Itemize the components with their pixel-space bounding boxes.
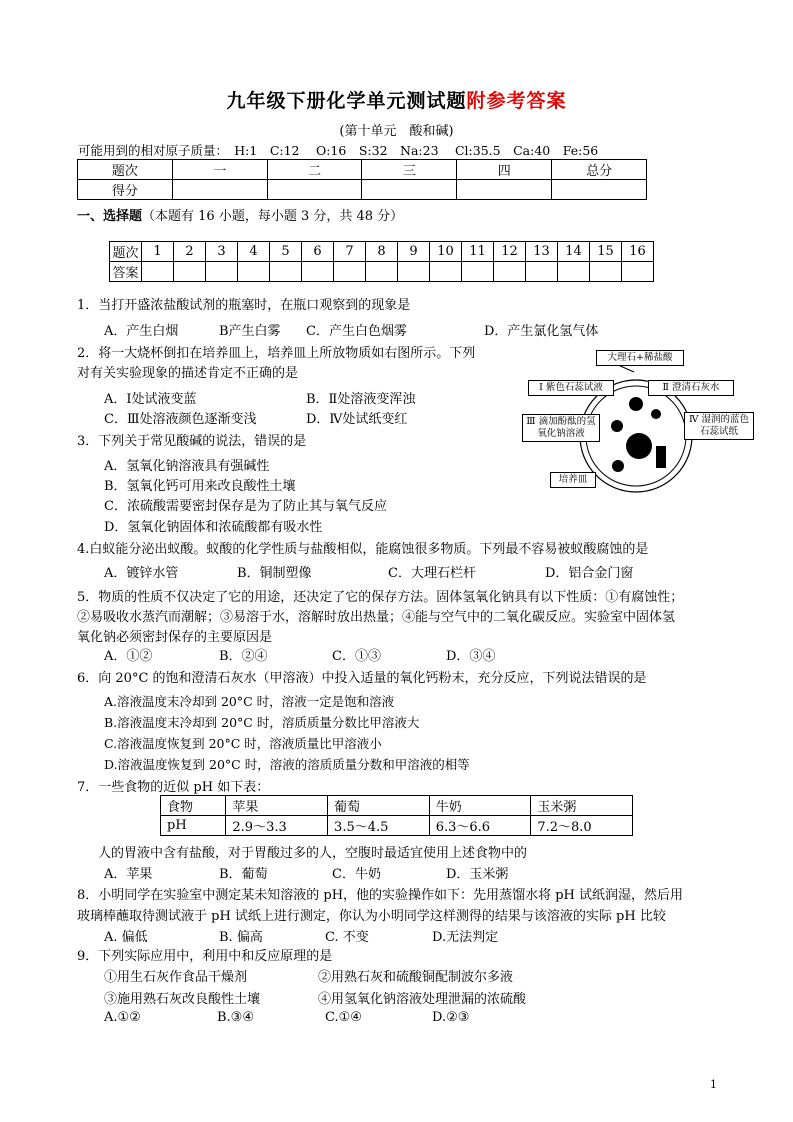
sample-extra xyxy=(612,460,624,472)
q1-option-d: D．产生氯化氢气体 xyxy=(484,324,599,339)
ph-cell: 2.9～3.3 xyxy=(226,816,328,836)
answer-number-cell: 15 xyxy=(590,242,622,262)
atomic-masses: 可能用到的相对原子质量： H:1 C:12 O:16 S:32 Na:23 Cl:35.5 Ca:40 Fe:56 xyxy=(78,143,599,158)
section-heading xyxy=(77,205,403,224)
q9-option-a: A.①② xyxy=(104,1010,141,1025)
answer-number-cell: 10 xyxy=(430,242,462,262)
question-4: 4.白蚁能分泌出蚁酸。蚁酸的化学性质与盐酸相似，能腐蚀很多物质。下列最不容易被蚁酸腐蚀的是 xyxy=(77,542,649,557)
q2-option-c: C．Ⅲ处溶液颜色逐渐变浅 xyxy=(104,412,257,427)
experiment-figure xyxy=(522,348,762,496)
score-header-cell: 一 xyxy=(172,160,267,180)
answer-cell[interactable] xyxy=(206,262,238,282)
answer-number-cell: 7 xyxy=(334,242,366,262)
ph-cell: pH xyxy=(161,816,226,836)
score-row-label: 得分 xyxy=(78,180,173,200)
answer-cell[interactable] xyxy=(590,262,622,282)
answer-number-cell: 13 xyxy=(526,242,558,262)
ph-cell: 7.2～8.0 xyxy=(531,816,633,836)
answer-header-label: 题次 xyxy=(110,242,142,262)
answer-cell[interactable] xyxy=(558,262,590,282)
q6-option-c: C.溶液温度恢复到 20°C 时，溶液质量比甲溶液小 xyxy=(104,736,382,751)
question-5-line3: 氧化钠必须密封保存的主要原因是 xyxy=(77,630,273,645)
q9-item-4: ④用氢氧化钠溶液处理泄漏的浓硫酸 xyxy=(318,992,527,1007)
q4-option-c: C．大理石栏杆 xyxy=(388,566,476,581)
answer-cell[interactable] xyxy=(526,262,558,282)
answer-number-cell: 3 xyxy=(206,242,238,262)
question-3: 3．下列关于常见酸碱的说法，错误的是 xyxy=(77,434,307,449)
page-number: 1 xyxy=(710,1078,717,1091)
answer-cell[interactable] xyxy=(462,262,494,282)
score-header-cell: 二 xyxy=(267,160,362,180)
q5-option-c: C．①③ xyxy=(332,649,381,664)
label-ii: Ⅱ 澄清石灰水 xyxy=(648,380,734,396)
q1-option-c: C．产生白色烟雾 xyxy=(306,324,407,339)
ph-header-cell: 牛奶 xyxy=(429,796,531,816)
question-7: 7．一些食物的近似 pH 如下表： xyxy=(77,780,270,795)
answer-number-cell: 6 xyxy=(302,242,334,262)
ph-header-cell: 苹果 xyxy=(226,796,328,816)
question-8-line2: 玻璃棒蘸取待测试液于 pH 试纸上进行测定，你认为小明同学这样测得的结果与该溶液的实际 pH 比较 xyxy=(77,909,666,924)
answer-number-cell: 9 xyxy=(398,242,430,262)
label-top: 大理石+稀盐酸 xyxy=(596,350,684,366)
label-i: Ⅰ 紫色石蕊试液 xyxy=(528,380,614,396)
q5-option-a: A．①② xyxy=(104,649,153,664)
q9-option-c: C.①④ xyxy=(325,1010,362,1025)
question-1: 1．当打开盛浓盐酸试剂的瓶塞时，在瓶口观察到的现象是 xyxy=(77,298,411,313)
label-iv: Ⅳ 湿润的蓝色石蕊试纸 xyxy=(684,412,754,440)
q9-option-b: B.③④ xyxy=(217,1010,254,1025)
section-label: 一、选择题 xyxy=(77,209,143,224)
score-header-cell: 题次 xyxy=(78,160,173,180)
q4-option-b: B．铜制塑像 xyxy=(237,566,312,581)
score-header-cell: 四 xyxy=(457,160,552,180)
answer-number-cell: 16 xyxy=(622,242,654,262)
score-table xyxy=(77,159,647,200)
score-cell[interactable] xyxy=(267,180,362,200)
question-7-stem2: 人的胃液中含有盐酸，对于胃酸过多的人，空腹时最适宜使用上述食物中的 xyxy=(98,846,528,861)
answer-number-cell: 12 xyxy=(494,242,526,262)
ph-header-cell: 食物 xyxy=(161,796,226,816)
q1-option-b: B产生白雾 xyxy=(219,324,281,339)
q2-option-b: B．Ⅱ处溶液变浑浊 xyxy=(306,392,416,407)
question-6: 6．向 20°C 的饱和澄清石灰水（甲溶液）中投入适量的氧化钙粉末，充分反应，下列说法错误的是 xyxy=(77,671,647,686)
score-cell[interactable] xyxy=(457,180,552,200)
q7-option-d: D．玉米粥 xyxy=(446,867,509,882)
subtitle: (第十单元 酸和碱) xyxy=(339,124,454,139)
sample-center xyxy=(626,433,652,459)
q9-item-1: ①用生石灰作食品干燥剂 xyxy=(104,970,248,985)
answer-table xyxy=(109,241,654,282)
sample-iii xyxy=(611,420,623,432)
score-cell[interactable] xyxy=(362,180,457,200)
score-cell[interactable] xyxy=(552,180,647,200)
q8-option-d: D.无法判定 xyxy=(432,930,499,945)
answer-row-label: 答案 xyxy=(110,262,142,282)
q5-option-b: B．②④ xyxy=(219,649,268,664)
q9-option-d: D.②③ xyxy=(432,1010,470,1025)
label-dish: 培养皿 xyxy=(550,472,596,488)
title-main: 九年级下册化学单元测试题 xyxy=(226,90,467,112)
q8-option-c: C. 不变 xyxy=(325,930,369,945)
q8-option-b: B. 偏高 xyxy=(219,930,263,945)
q3-option-a: A．氢氧化钠溶液具有强碱性 xyxy=(104,459,270,474)
ph-header-cell: 玉米粥 xyxy=(531,796,633,816)
question-2-line2: 对有关实验现象的描述肯定不正确的是 xyxy=(77,366,299,381)
ph-table xyxy=(160,795,633,836)
answer-number-cell: 1 xyxy=(142,242,174,262)
answer-number-cell: 11 xyxy=(462,242,494,262)
q7-option-c: C．牛奶 xyxy=(332,867,381,882)
answer-cell[interactable] xyxy=(334,262,366,282)
answer-cell[interactable] xyxy=(174,262,206,282)
answer-number-cell: 4 xyxy=(238,242,270,262)
answer-cell[interactable] xyxy=(622,262,654,282)
question-5-line1: 5．物质的性质不仅决定了它的用途，还决定了它的保存方法。固体氢氧化钠具有以下性质：①有腐蚀性； xyxy=(77,590,684,605)
q3-option-b: B．氢氧化钙可用来改良酸性土壤 xyxy=(104,479,296,494)
title-answer-note: 附参考答案 xyxy=(466,90,567,112)
q2-option-d: D．Ⅳ处试纸变红 xyxy=(306,412,408,427)
question-5-line2: ②易吸收水蒸汽而潮解；③易溶于水，溶解时放出热量；④能与空气中的二氧化碳反应。实验室中固体氢 xyxy=(77,610,676,625)
q6-option-d: D.溶液温度恢复到 20°C 时，溶液的溶质质量分数和甲溶液的相等 xyxy=(104,757,470,772)
answer-number-cell: 5 xyxy=(270,242,302,262)
score-header-cell: 总分 xyxy=(552,160,647,180)
answer-cell[interactable] xyxy=(238,262,270,282)
question-2-line1: 2．将一大烧杯倒扣在培养皿上，培养皿上所放物质如右图所示。下列 xyxy=(77,346,476,361)
label-iii: Ⅲ 滴加酚酞的氢氧化钠溶液 xyxy=(522,414,600,442)
q8-option-a: A. 偏低 xyxy=(104,930,148,945)
q7-option-a: A．苹果 xyxy=(104,867,153,882)
page-title xyxy=(0,86,793,113)
answer-cell[interactable] xyxy=(302,262,334,282)
score-cell[interactable] xyxy=(172,180,267,200)
q9-item-2: ②用熟石灰和硫酸铜配制波尔多液 xyxy=(318,970,514,985)
q5-option-d: D．③④ xyxy=(446,649,496,664)
question-9: 9．下列实际应用中，利用中和反应原理的是 xyxy=(77,949,333,964)
q4-option-d: D．铝合金门窗 xyxy=(545,566,634,581)
question-8-line1: 8．小明同学在实验室中测定某未知溶液的 pH，他的实验操作如下：先用蒸馏水将 pH 试纸润湿，然后用 xyxy=(77,888,683,903)
sample-iv-paper xyxy=(656,446,666,468)
sample-i xyxy=(629,397,643,411)
q4-option-a: A．镀锌水管 xyxy=(104,566,179,581)
answer-number-cell: 14 xyxy=(558,242,590,262)
q6-option-b: B.溶液温度末冷却到 20°C 时，溶质质量分数比甲溶液大 xyxy=(104,715,420,730)
q9-item-3: ③施用熟石灰改良酸性土壤 xyxy=(104,992,261,1007)
q7-option-b: B．葡萄 xyxy=(219,867,268,882)
answer-number-cell: 8 xyxy=(366,242,398,262)
sample-ii xyxy=(651,409,661,419)
answer-cell[interactable] xyxy=(430,262,462,282)
q2-option-a: A．Ⅰ处试液变蓝 xyxy=(104,392,197,407)
q3-option-c: C．浓硫酸需要密封保存是为了防止其与氧气反应 xyxy=(104,499,387,514)
answer-number-cell: 2 xyxy=(174,242,206,262)
ph-header-cell: 葡萄 xyxy=(328,796,430,816)
q1-option-a: A．产生白烟 xyxy=(104,324,179,339)
answer-cell[interactable] xyxy=(142,262,174,282)
q3-option-d: D．氢氧化钠固体和浓硫酸都有吸水性 xyxy=(104,520,323,535)
q6-option-a: A.溶液温度末冷却到 20°C 时，溶液一定是饱和溶液 xyxy=(104,694,395,709)
ph-cell: 6.3～6.6 xyxy=(429,816,531,836)
score-header-cell: 三 xyxy=(362,160,457,180)
answer-cell[interactable] xyxy=(270,262,302,282)
answer-cell[interactable] xyxy=(366,262,398,282)
answer-cell[interactable] xyxy=(494,262,526,282)
ph-cell: 3.5～4.5 xyxy=(328,816,430,836)
section-note: （本题有 16 小题，每小题 3 分，共 48 分） xyxy=(142,209,404,224)
answer-cell[interactable] xyxy=(398,262,430,282)
